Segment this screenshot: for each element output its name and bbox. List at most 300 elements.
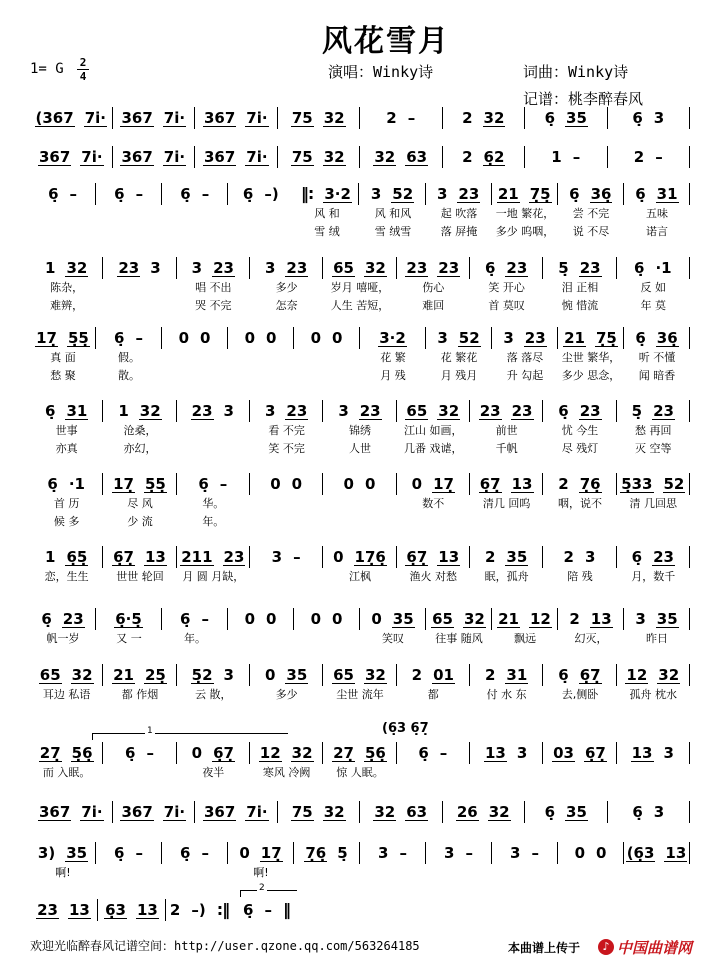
notes-row	[30, 742, 690, 764]
lyric: 寒风 冷阙	[262, 766, 311, 779]
note-group: –	[293, 548, 301, 566]
lyric	[543, 764, 616, 782]
measure	[30, 899, 98, 921]
lyric	[294, 349, 360, 367]
note-group: 32	[323, 802, 345, 821]
note-group: 6̣2	[483, 147, 505, 166]
measure	[250, 400, 323, 422]
lyric: 月 残月	[440, 369, 478, 382]
measure	[608, 107, 691, 129]
lyric: 升 勾起	[506, 369, 544, 382]
footer-welcome-text: 欢迎光临醉春风记谱空间：http://user.qzone.qq.com/563264185	[30, 939, 420, 953]
lyric: 陪 残	[567, 570, 593, 583]
lyric-row	[30, 205, 690, 223]
lyric: 幻灭，	[574, 632, 608, 645]
lyric	[617, 513, 690, 531]
note-group: 6̣	[632, 109, 643, 127]
measure	[30, 546, 103, 568]
note-group: 65	[39, 665, 61, 684]
notes-row	[30, 664, 690, 686]
lyric: 昨日	[646, 632, 668, 645]
note-group: 6̣	[114, 185, 125, 203]
measure	[162, 327, 228, 349]
measure	[323, 257, 396, 279]
note-group: 0	[200, 329, 211, 347]
lyric: 江山 如画，	[404, 424, 463, 437]
note-group: 21	[498, 609, 519, 628]
lyric	[162, 349, 228, 367]
note-group: 31	[506, 665, 528, 684]
measure	[470, 664, 543, 686]
lyric	[294, 630, 360, 648]
measure	[96, 183, 162, 205]
note-group: 2	[462, 109, 473, 127]
measure	[624, 327, 690, 349]
note-group: 23	[524, 328, 546, 347]
notes-row	[30, 146, 690, 168]
note-group: 75	[291, 147, 313, 166]
lyric: 几番 戏谑，	[404, 442, 463, 455]
music-note-icon: ♪	[598, 939, 614, 955]
lyric-row	[30, 764, 690, 782]
lyric: 江枫	[348, 570, 371, 583]
measure	[294, 608, 360, 630]
measure	[543, 473, 616, 495]
lyric: 孤舟 枕水	[629, 688, 678, 701]
measure	[294, 327, 360, 349]
lyric: 前世	[495, 424, 518, 437]
measure	[323, 546, 396, 568]
lyric: 清 几回思	[629, 497, 678, 510]
measure	[543, 257, 616, 279]
measure	[323, 473, 396, 495]
measure	[397, 400, 470, 422]
note-group: –	[201, 844, 209, 862]
note-group: 21	[564, 328, 585, 347]
measure	[608, 146, 691, 168]
lyric-row	[30, 630, 690, 648]
note-group: 6̣	[180, 844, 191, 862]
note-group: 6̣	[631, 548, 643, 566]
lyric-row	[30, 686, 690, 704]
measure	[250, 473, 323, 495]
lyric	[294, 367, 360, 385]
note-group: –	[69, 185, 78, 203]
first-ending-label: 1	[147, 726, 153, 736]
measure	[177, 664, 250, 686]
note-group: 12	[626, 665, 648, 684]
note-group: 3	[271, 548, 283, 566]
note-group: 3·2	[379, 328, 406, 347]
note-group: 32	[374, 802, 396, 821]
lyric: 伤心	[422, 281, 445, 294]
note-group: 7i·	[163, 802, 186, 821]
lyric	[492, 864, 558, 882]
lyric: 起 吹落	[440, 207, 478, 220]
note-group: 27̣	[333, 743, 354, 762]
measure	[525, 107, 608, 129]
note-group: 13	[144, 547, 166, 566]
lyric	[470, 513, 543, 531]
lyric: 华。	[202, 497, 225, 510]
note-group: 35	[286, 665, 308, 684]
note-group: :‖	[216, 900, 230, 919]
note-group: 3	[516, 744, 528, 762]
note-group: 0	[264, 666, 276, 684]
lyric	[96, 223, 162, 241]
note-group: 3	[437, 329, 448, 347]
note-group: 3	[436, 185, 448, 203]
note-group: 0	[332, 329, 343, 347]
measure	[278, 107, 361, 129]
measure	[195, 146, 278, 168]
lyric	[323, 495, 396, 513]
note-group: 6̣	[635, 185, 646, 203]
lyric: 花 繁	[380, 351, 406, 364]
measure	[525, 146, 608, 168]
measure	[103, 742, 176, 764]
lyric: 愁 再回	[635, 424, 672, 437]
note-group: 0	[244, 610, 255, 628]
measure	[617, 257, 690, 279]
note-group: 6̣	[635, 329, 646, 347]
note-group: 6̣	[198, 475, 209, 493]
lyric	[250, 568, 323, 586]
note-group: 7i·	[163, 108, 186, 127]
lyric: 沧桑，	[123, 424, 157, 437]
note-group: 1	[551, 148, 562, 166]
measure	[608, 801, 691, 823]
measure	[30, 664, 103, 686]
note-group: 35	[566, 802, 587, 821]
note-group: 2	[563, 548, 574, 566]
note-group: ‖	[282, 900, 290, 919]
lyric: 怎奈	[275, 299, 298, 312]
note-group: 17̣	[36, 328, 57, 347]
lyric	[228, 223, 294, 241]
lyric	[397, 513, 470, 531]
note-group: 23	[37, 900, 58, 919]
measure	[323, 400, 396, 422]
note-group: 32	[464, 609, 485, 628]
note-group: 211	[181, 547, 213, 566]
note-group: 23	[118, 258, 140, 277]
note-group: 0	[244, 329, 255, 347]
measure	[103, 473, 176, 495]
time-signature	[76, 57, 90, 82]
note-group: 27̣	[39, 743, 61, 762]
lyric	[162, 223, 228, 241]
score-line	[30, 473, 690, 531]
lyric: 落 落尽	[506, 351, 544, 364]
note-group: 32	[323, 108, 345, 127]
notes-row	[30, 608, 690, 630]
first-ending-bracket	[92, 726, 288, 740]
measure	[113, 107, 196, 129]
measure	[617, 400, 690, 422]
measure	[470, 473, 543, 495]
lyric-row	[30, 422, 690, 440]
lyric-row	[30, 367, 690, 385]
measure	[30, 742, 103, 764]
note-group: 36̣	[590, 184, 612, 203]
note-group: 23	[286, 401, 308, 420]
measure	[426, 327, 492, 349]
note-group: 32	[658, 665, 680, 684]
note-group: 7̣6̣	[305, 843, 327, 862]
lyric: 风 和	[314, 207, 340, 220]
notes-row	[30, 546, 690, 568]
lyric	[162, 205, 228, 223]
note-group: 367	[38, 147, 71, 166]
lyric: 云 散，	[195, 688, 232, 701]
note-group: –)	[191, 901, 206, 919]
measure	[30, 257, 103, 279]
lyric-row	[30, 513, 690, 531]
lyric: 岁月 嘻哑，	[330, 281, 390, 294]
lyric: 闻 暗香	[638, 369, 676, 382]
lyric	[103, 279, 176, 297]
note-group: 1	[118, 402, 129, 420]
measure	[323, 664, 396, 686]
lyric: 诺言	[646, 225, 668, 238]
lyric: 帆一岁	[46, 632, 80, 645]
measure	[177, 546, 250, 568]
note-group: 0	[343, 475, 354, 493]
song-title: 风花雪月	[322, 24, 450, 59]
note-group: 32	[483, 108, 505, 127]
measure	[177, 400, 250, 422]
measure	[113, 801, 196, 823]
note-group: 3	[635, 610, 646, 628]
note-group: 2	[386, 109, 397, 127]
lyric-row	[30, 568, 690, 586]
note-group: –	[135, 329, 143, 347]
measure	[443, 146, 526, 168]
measure	[294, 842, 360, 864]
lyric	[228, 367, 294, 385]
note-group: 23	[511, 401, 533, 420]
second-ending-bracket	[240, 883, 297, 897]
note-group: 3	[370, 185, 382, 203]
note-group: 2	[569, 610, 580, 628]
lyric: 首 莫叹	[488, 299, 525, 312]
note-group: –	[572, 148, 581, 166]
notes-row	[30, 183, 690, 205]
note-group: 25̣	[144, 665, 166, 684]
note-group: 3	[503, 329, 514, 347]
lyric: 尘世 繁华，	[561, 351, 621, 364]
note-group: 32	[66, 258, 88, 277]
note-group: 1	[45, 548, 56, 566]
note-group: –	[135, 844, 143, 862]
note-group: 7̣5̣	[529, 184, 551, 203]
measure	[426, 183, 492, 205]
measure	[624, 608, 690, 630]
lyric: 亦幻，	[123, 442, 157, 455]
note-group: –	[135, 185, 144, 203]
note-group: (6̣3	[626, 843, 655, 862]
note-group: 1	[45, 259, 56, 277]
measure	[228, 842, 294, 864]
lyric	[103, 297, 176, 315]
note-group: 6̣7̣	[213, 743, 234, 762]
measure	[250, 742, 323, 764]
lyric: 多少	[275, 281, 298, 294]
note-group: 7i·	[246, 802, 268, 821]
note-group: 6̣	[242, 185, 254, 203]
lyric	[426, 864, 492, 882]
note-group: 6̣	[45, 402, 56, 420]
measure	[30, 107, 113, 129]
note-group: 6̣	[48, 185, 59, 203]
lyric: 啊!	[55, 866, 71, 879]
note-group: 0	[266, 329, 277, 347]
lyric-row	[30, 440, 690, 458]
measure	[30, 146, 113, 168]
measure	[228, 327, 294, 349]
lyric	[228, 630, 294, 648]
lyric-row	[30, 279, 690, 297]
note-group: 13	[665, 843, 687, 862]
note-group: 23	[653, 401, 674, 420]
note-group: 6̣	[114, 329, 125, 347]
note-group: 6̣	[558, 666, 569, 684]
note-group: 6̣	[544, 803, 556, 821]
note-group: 6̣7̣	[579, 665, 601, 684]
lyric: 人生 苦短，	[330, 299, 390, 312]
lyric	[228, 349, 294, 367]
note-group: 63	[406, 802, 428, 821]
measure	[492, 183, 558, 205]
note-group: 6̣3	[105, 900, 126, 919]
lyric: 往事 随风	[435, 632, 483, 645]
measure	[397, 664, 470, 686]
note-group: 6̣	[125, 744, 136, 762]
time-signature-top: 2	[79, 56, 87, 69]
measure	[166, 899, 233, 921]
lyric	[624, 864, 690, 882]
measure	[162, 842, 228, 864]
note-group: 5̣6̣	[364, 743, 386, 762]
note-group: 32	[438, 401, 460, 420]
lyric	[177, 422, 250, 440]
note-group: 6̣7̣	[406, 547, 428, 566]
measure	[177, 742, 250, 764]
lyric	[323, 513, 396, 531]
singer-credit: 演唱：Winky诗	[328, 63, 434, 81]
lyric-row	[30, 223, 690, 241]
lyric: 忧 今生	[561, 424, 599, 437]
measure	[177, 257, 250, 279]
score-line	[30, 742, 690, 782]
measure	[492, 327, 558, 349]
measure	[233, 899, 300, 921]
measure	[96, 608, 162, 630]
score-line	[30, 183, 690, 241]
note-group: 367	[203, 802, 236, 821]
measure	[558, 183, 624, 205]
note-group: 35	[566, 108, 587, 127]
lyric: 候 多	[53, 515, 80, 528]
lyric-row	[30, 495, 690, 513]
lyric: 花 繁花	[440, 351, 478, 364]
note-group: 13	[69, 900, 90, 919]
measure	[397, 257, 470, 279]
notes-row	[30, 400, 690, 422]
measure	[103, 664, 176, 686]
note-group: 6̣	[114, 844, 125, 862]
note-group: 6̣	[180, 610, 191, 628]
note-group: 367	[121, 147, 153, 166]
measure	[250, 546, 323, 568]
note-group: 5̣5̣	[68, 328, 89, 347]
note-group: 32	[364, 258, 386, 277]
lyric	[617, 764, 690, 782]
measure	[103, 257, 176, 279]
note-group: 23	[458, 184, 480, 203]
score-line	[30, 899, 300, 921]
lyric: 少 流	[127, 515, 153, 528]
lyric	[250, 495, 323, 513]
measure	[558, 842, 624, 864]
measure	[617, 664, 690, 686]
note-group: 0	[191, 744, 203, 762]
note-group: 23	[579, 258, 601, 277]
note-group: –	[655, 148, 663, 166]
note-group: 0	[364, 475, 376, 493]
note-group: 13	[438, 547, 460, 566]
note-group: 6̣7̣	[113, 547, 134, 566]
note-group: 0	[332, 610, 343, 628]
note-group: 52	[663, 474, 685, 493]
lyric: 首 历	[53, 497, 80, 510]
lyric: 泪 正相	[561, 281, 599, 294]
measure	[250, 664, 323, 686]
composer-credit: 词曲：Winky诗	[523, 63, 629, 81]
measure	[443, 801, 526, 823]
measure	[426, 608, 492, 630]
note-group: –	[407, 109, 416, 127]
note-group: (367	[35, 108, 74, 127]
measure	[250, 257, 323, 279]
lyric: 风 和风	[374, 207, 412, 220]
note-group: 3	[653, 803, 665, 821]
measure	[360, 327, 426, 349]
note-group: –	[465, 844, 473, 862]
score-line	[30, 327, 690, 385]
lyric: 落 屏掩	[440, 225, 478, 238]
note-group: 26	[456, 802, 478, 821]
note-group: 367	[121, 802, 153, 821]
note-group: 5̣6̣	[71, 743, 93, 762]
note-group: 23	[479, 401, 501, 420]
note-group: 5̣	[337, 844, 348, 862]
score-line	[30, 400, 690, 458]
lyric	[294, 864, 360, 882]
note-group: 5̣33	[621, 474, 653, 493]
measure	[177, 473, 250, 495]
score-line	[30, 664, 690, 704]
lyric	[162, 367, 228, 385]
note-group: 6̣	[569, 185, 580, 203]
lyric	[162, 864, 228, 882]
lyric: 雪 绒	[314, 225, 340, 238]
lyric: 难回	[422, 299, 445, 312]
lyric: 耳边 私语	[42, 688, 91, 701]
lyric: 都 作烟	[121, 688, 159, 701]
note-group: 7̣6̣	[579, 474, 601, 493]
